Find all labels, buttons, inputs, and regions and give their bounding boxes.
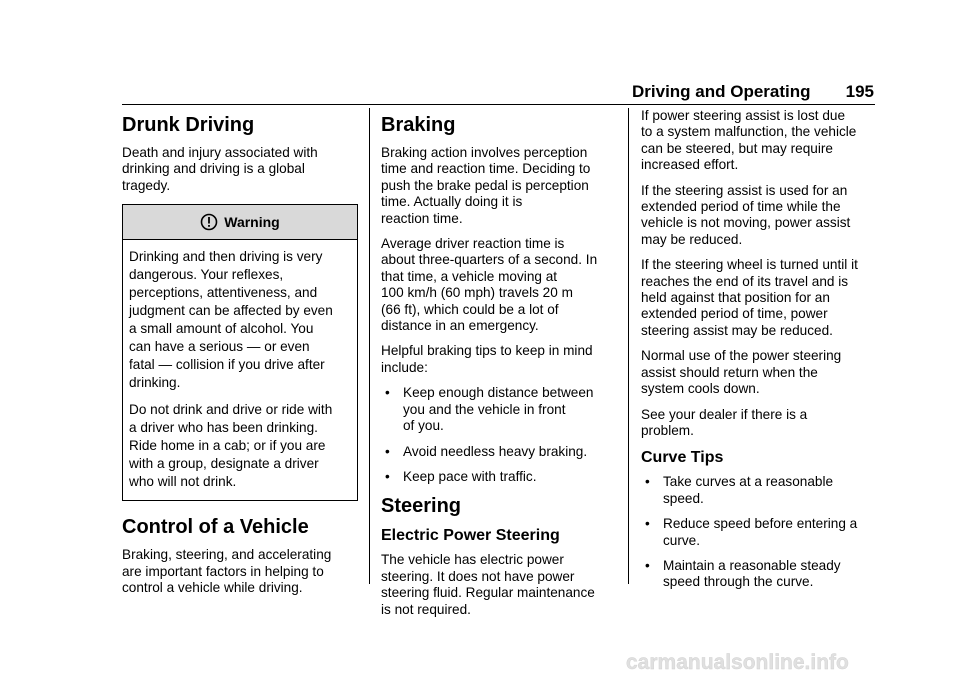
heading-drunk-driving: Drunk Driving [122, 114, 255, 136]
column-divider [369, 108, 370, 584]
column-divider [628, 108, 629, 584]
list-item [641, 516, 877, 549]
column-1 [122, 108, 358, 605]
paragraph: Normal use of the power steering assist should return when the system cools down. [641, 348, 842, 397]
paragraph: Braking, steering, and accelerating are important factors in helping to control a vehicle while driving. [122, 547, 332, 596]
warning-box [122, 204, 358, 501]
heading-curve-tips: Curve Tips [641, 449, 724, 467]
warning-body [123, 240, 357, 491]
header-rule [122, 104, 875, 105]
paragraph: Helpful braking tips to keep in mind include: [381, 343, 593, 375]
warning-icon [200, 213, 218, 231]
bullet: • [645, 516, 650, 532]
svg-text:carmanualsonline.info: carmanualsonline.info [626, 651, 849, 674]
paragraph: If the steering wheel is turned until it reaches the end of its travel and is held against that position for an extended period of time, power steering assist may be reduced. [641, 257, 858, 338]
paragraph: See your dealer if there is a problem. [641, 406, 808, 438]
paragraph: If the steering assist is used for an extended period of time while the vehicle is not moving, power assist may be reduced. [641, 182, 851, 247]
paragraph: Braking action involves perception time and reaction time. Deciding to push the brake pedal is perception time. Actually doing it is reaction time. [381, 145, 591, 226]
column-2 [381, 108, 617, 627]
bullet: • [385, 468, 390, 484]
bullet: • [385, 385, 390, 401]
heading-steering: Steering [381, 495, 462, 518]
section-title: Driving and Operating [632, 82, 811, 101]
list-item-text: Avoid needless heavy braking. [403, 443, 588, 459]
paragraph: Death and injury associated with drinking and driving is a global tragedy. [122, 145, 318, 193]
bullet: • [385, 443, 390, 459]
list-item [381, 469, 617, 485]
paragraph: If power steering assist is lost due to a system malfunction, the vehicle can be steered, but may require increased effort. [641, 108, 857, 173]
column-3 [641, 108, 877, 600]
list-item-text: Keep pace with traffic. [403, 468, 537, 484]
bullet: • [645, 474, 650, 490]
watermark-logo [626, 648, 956, 676]
list-item-text: Reduce speed before entering a curve. [663, 516, 858, 548]
heading-control-of-vehicle: Control of a Vehicle [122, 516, 309, 539]
bullet: • [645, 557, 650, 573]
paragraph: Average driver reaction time is about three-quarters of a second. In that time, a vehicle moving at 100 km/h (60 mph) travels 20 m (66 ft), which could be a lot of distance in an emergency. [381, 236, 598, 334]
warning-header [123, 205, 357, 240]
warning-paragraph: Drinking and then driving is very dangerous. Your reflexes, perceptions, attentiveness, and judgment can be affected by even a small amount of alcohol. You can have a serious — or even fatal — collision if you drive after drinking. [129, 249, 333, 391]
page-number: 195 [845, 82, 874, 101]
page-header [632, 82, 874, 106]
list-item-text: Take curves at a reasonable speed. [663, 474, 834, 506]
list-item [641, 474, 877, 507]
curve-tips-list [641, 474, 877, 590]
list-item [641, 558, 877, 591]
list-item-text: Maintain a reasonable steady speed through the curve. [663, 557, 841, 590]
braking-tips-list [381, 385, 617, 485]
list-item [381, 444, 617, 460]
warning-label: Warning [224, 214, 280, 231]
warning-paragraph: Do not drink and drive or ride with a driver who has been drinking. Ride home in a cab; or if you are with a group, designate a driver who will not drink. [129, 402, 333, 490]
paragraph: The vehicle has electric power steering. It does not have power steering fluid. Regular maintenance is not required. [381, 552, 595, 617]
heading-electric-power-steering: Electric Power Steering [381, 527, 560, 545]
list-item [381, 385, 617, 434]
list-item-text: Keep enough distance between you and the vehicle in front of you. [403, 385, 594, 434]
heading-braking: Braking [381, 114, 456, 136]
